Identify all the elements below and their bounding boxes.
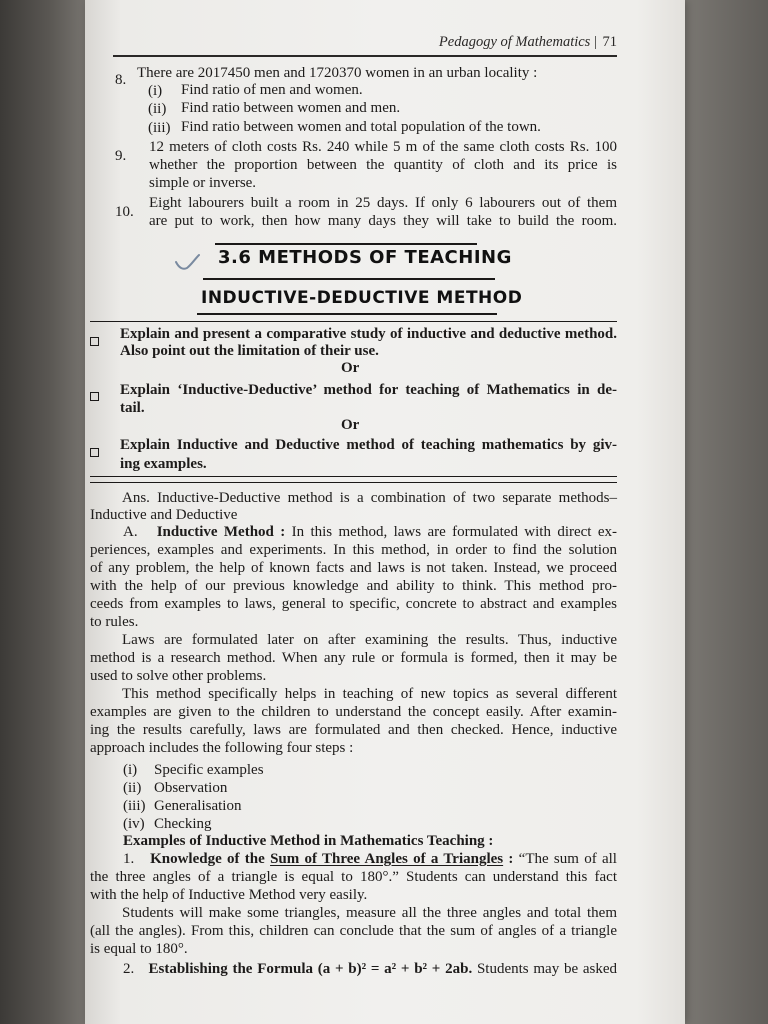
- inductive-line-4: with the help of our previous knowledge and ability to think. This method pro-: [90, 578, 617, 594]
- question-1-line-2: Also point out the limitation of their use.: [120, 343, 379, 359]
- step-4: Checking: [154, 816, 212, 832]
- q8-sub-2-num: (ii): [148, 101, 167, 117]
- questions-bottom-rule-1: [90, 476, 617, 477]
- header-separator: |: [593, 34, 597, 50]
- p4-line-2: (all the angles). From this, children can conclude that the sum of angles of a triangle: [90, 923, 617, 939]
- p3-line-4: approach includes the following four steps :: [90, 740, 354, 756]
- step-3: Generalisation: [154, 798, 242, 814]
- step-3-num: (iii): [123, 798, 146, 814]
- q8-sub-1-num: (i): [148, 83, 163, 99]
- step-4-num: (iv): [123, 816, 145, 832]
- answer-intro-line-1: Ans. Inductive-Deductive method is a combination of two separate methods–: [122, 490, 617, 506]
- example-1-line-1: 1. Knowledge of the Sum of Three Angles of a Triangles : “The sum of all: [123, 851, 617, 867]
- example-1-underlined-title: Sum of Three Angles of a Triangles: [270, 851, 504, 867]
- p4-line-1: Students will make some triangles, measure all the three angles and total them: [122, 905, 617, 921]
- q10-line-1: Eight labourers built a room in 25 days. If only 6 labourers out of them: [149, 195, 617, 211]
- running-header: [439, 34, 617, 51]
- inductive-line-6: to rules.: [90, 614, 139, 630]
- example-2-line-1: 2. Establishing the Formula (a + b)² = a² + b² + 2ab. Students may be asked: [123, 961, 618, 977]
- question-3-line-2: ing examples.: [120, 456, 207, 472]
- section-heading: 3.6 METHODS OF TEACHING: [218, 247, 512, 268]
- questions-top-rule: [90, 321, 617, 322]
- section-subheading: INDUCTIVE-DEDUCTIVE METHOD: [201, 288, 523, 308]
- answer-label: Ans.: [122, 490, 150, 506]
- question-2-line-2: tail.: [120, 400, 145, 416]
- page-number: 71: [602, 34, 617, 50]
- example-1-num: 1.: [123, 851, 135, 867]
- p2-line-1: Laws are formulated later on after examining the results. Thus, inductive: [122, 632, 617, 648]
- pen-check-mark: [173, 252, 201, 274]
- heading-bottom-rule: [197, 313, 497, 315]
- inductive-line-2: periences, examples and experiments. In this method, in order to find the solution: [90, 542, 617, 558]
- questions-bottom-rule-2: [90, 482, 617, 483]
- q8-sub-3: Find ratio between women and total population of the town.: [181, 119, 541, 135]
- heading-mid-rule: [203, 278, 495, 280]
- q9-line-3: simple or inverse.: [149, 175, 257, 191]
- p2-line-3: used to solve other problems.: [90, 668, 267, 684]
- examples-heading: Examples of Inductive Method in Mathematics Teaching :: [123, 833, 494, 849]
- step-1: Specific examples: [154, 762, 264, 778]
- p4-line-3: is equal to 180°.: [90, 941, 188, 957]
- question-1-bullet: [90, 337, 99, 346]
- or-separator-1: Or: [341, 360, 360, 376]
- or-separator-2: Or: [341, 417, 360, 433]
- inductive-line-5: ceeds from examples to laws, general to specific, concrete to abstract and examples: [90, 596, 617, 612]
- q8-sub-3-num: (iii): [148, 120, 171, 136]
- q8-sub-2: Find ratio between women and men.: [181, 100, 401, 116]
- step-2-num: (ii): [123, 780, 142, 796]
- p3-line-2: examples are given to the children to understand the concept easily. After examin-: [90, 704, 617, 720]
- inductive-line-3: of any problem, the help of known facts and laws is not taken. Instead, we proceed: [90, 560, 617, 576]
- q8-text: There are 2017450 men and 1720370 women in an urban locality :: [137, 65, 538, 81]
- question-2-line-1: Explain ‘Inductive-Deductive’ method for teaching of Mathematics in de-: [120, 382, 617, 398]
- p3-line-3: ing the results carefully, laws are formulated and then checked. Hence, inductive: [90, 722, 617, 738]
- answer-intro-line-2: Inductive and Deductive: [90, 507, 238, 523]
- background-edge: [685, 0, 768, 1024]
- question-2-bullet: [90, 392, 99, 401]
- binding-shadow: [0, 0, 90, 1024]
- question-3-line-1: Explain Inductive and Deductive method of teaching mathematics by giv-: [120, 437, 617, 453]
- q8-number: 8.: [115, 72, 127, 88]
- question-3-bullet: [90, 448, 99, 457]
- step-1-num: (i): [123, 762, 138, 778]
- p2-line-2: method is a research method. When any rule or formula is formed, then it may be: [90, 650, 617, 666]
- question-1-line-1: Explain and present a comparative study of inductive and deductive method.: [120, 326, 617, 342]
- example-2-num: 2.: [123, 961, 135, 977]
- q9-line-2: whether the proportion between the quantity of cloth and its price is: [149, 157, 617, 173]
- header-rule: [113, 55, 617, 57]
- example-2-title: Establishing the Formula (a + b)² = a² + b² + 2ab.: [148, 961, 473, 977]
- inductive-line-1: A. Inductive Method : In this method, laws are formulated with direct ex-: [123, 524, 617, 540]
- header-title: Pedagogy of Mathematics: [438, 34, 591, 50]
- q9-line-1: 12 meters of cloth costs Rs. 240 while 5 m of the same cloth costs Rs. 100: [149, 139, 617, 155]
- q9-number: 9.: [115, 148, 127, 164]
- p3-line-1: This method specifically helps in teaching of new topics as several different: [122, 686, 617, 702]
- book-page: [85, 0, 685, 1024]
- heading-top-rule: [215, 243, 477, 245]
- q10-line-2: are put to work, then how many days they will take to build the room.: [149, 213, 617, 229]
- inductive-method-title: Inductive Method :: [156, 524, 286, 540]
- example-1-line-2: the three angles of a triangle is equal to 180°.” Students can understand this fact: [90, 869, 617, 885]
- example-1-line-3: with the help of Inductive Method very easily.: [90, 887, 368, 903]
- q10-number: 10.: [115, 204, 134, 220]
- q8-sub-1: Find ratio of men and women.: [181, 82, 363, 98]
- step-2: Observation: [154, 780, 228, 796]
